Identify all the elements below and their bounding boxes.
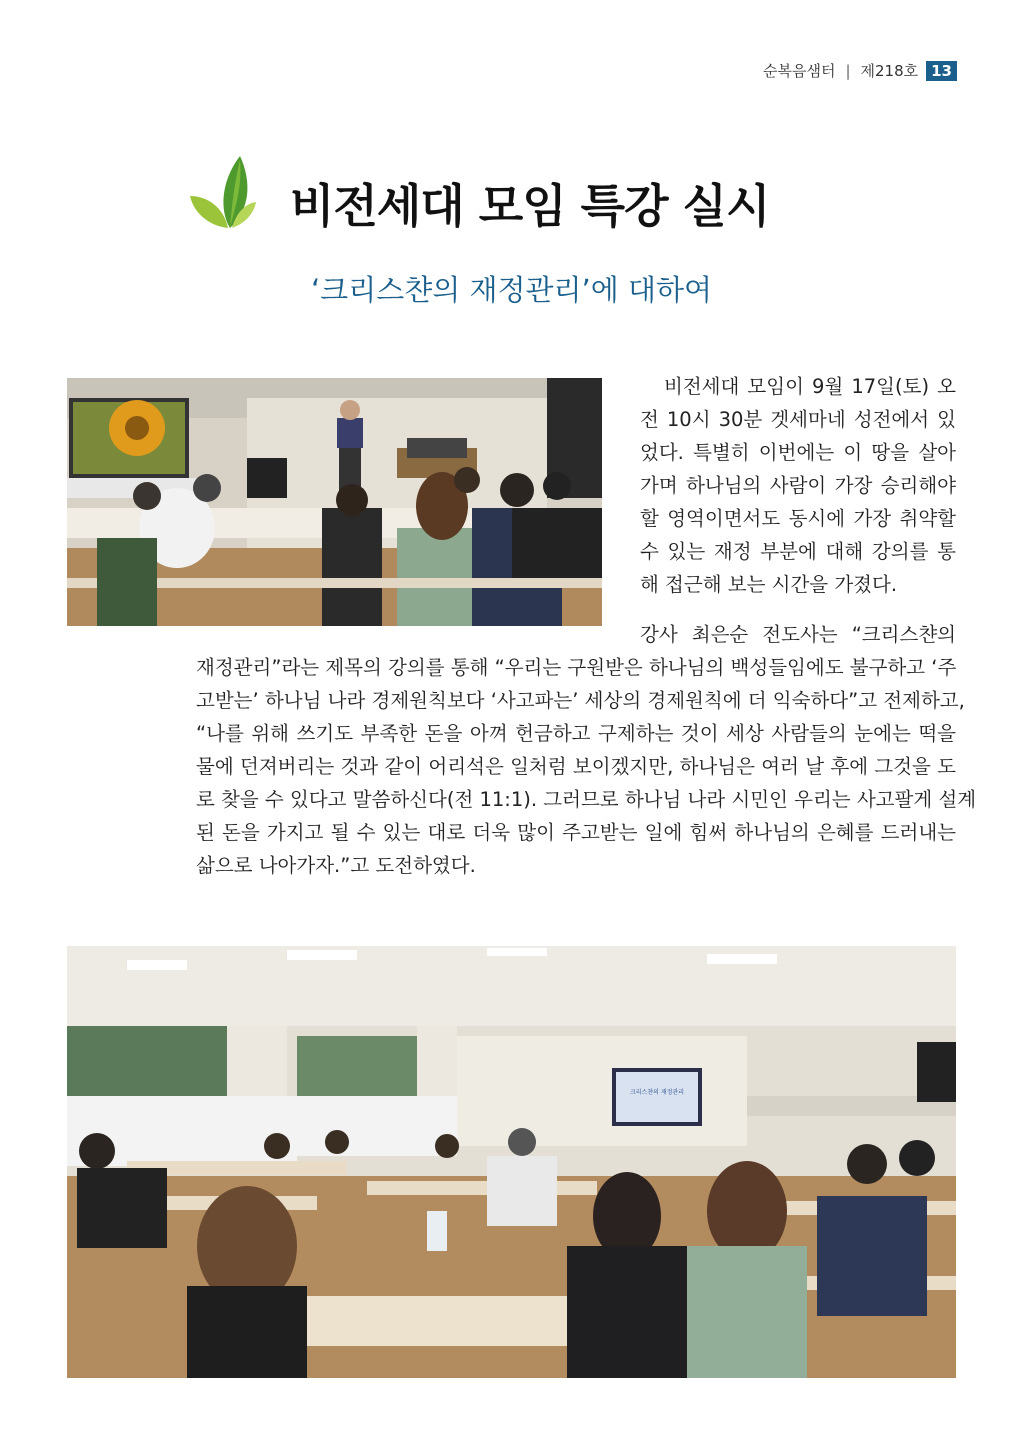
paragraph-line: 할 영역이면서도 동시에 가장 취약할 bbox=[640, 507, 956, 530]
paragraph-line: “나를 위해 쓰기도 부족한 돈을 아껴 헌금하고 구제하는 것이 세상 사람들의 눈에는 떡을 bbox=[196, 722, 956, 745]
lecture-photo-room bbox=[67, 946, 956, 1378]
page-number-badge: 13 bbox=[926, 61, 957, 81]
paragraph-line: 로 찾을 수 있다고 말씀하신다(전 11:1). 그러므로 하나님 나라 시민인 우리는 사고팔게 설계 bbox=[196, 788, 977, 811]
paragraph-line: 삶으로 나아가자.”고 도전하였다. bbox=[196, 854, 476, 877]
leaf-icon bbox=[190, 152, 256, 228]
projector-screen-text: 크리스챤의 재정관리 bbox=[629, 1089, 685, 1096]
article-subtitle: ‘크리스챤의 재정관리’에 대하여 bbox=[310, 273, 713, 307]
header-separator: | bbox=[845, 61, 851, 80]
paragraph-line: 물에 던져버리는 것과 같이 어리석은 일처럼 보이겠지만, 하나님은 여러 날 후에 그것을 도 bbox=[196, 755, 956, 778]
paragraph-line: 수 있는 재정 부분에 대해 강의를 통 bbox=[640, 540, 956, 563]
paragraph-line: 었다. 특별히 이번에는 이 땅을 살아 bbox=[640, 441, 956, 464]
issue-number: 제218호 bbox=[860, 62, 919, 80]
lecture-photo-speaker bbox=[67, 378, 602, 626]
publication-name: 순복음샘터 bbox=[762, 62, 836, 80]
page-header bbox=[763, 60, 957, 81]
paragraph-line: 된 돈을 가지고 될 수 있는 대로 더욱 많이 주고받는 일에 힘써 하나님의 은혜를 드러내는 bbox=[196, 821, 956, 844]
paragraph-line: 전 10시 30분 겟세마네 성전에서 있 bbox=[640, 408, 956, 431]
paragraph-line: 고받는’ 하나님 나라 경제원칙보다 ‘사고파는’ 세상의 경제원칙에 더 익숙하다”고 전제하고, bbox=[196, 689, 965, 712]
article-paragraph-1 bbox=[640, 370, 956, 601]
paragraph-line: 강사 최은순 전도사는 “크리스챤의 bbox=[640, 623, 956, 646]
paragraph-line: 가며 하나님의 사람이 가장 승리해야 bbox=[640, 474, 956, 497]
paragraph-line: 재정관리”라는 제목의 강의를 통해 “우리는 구원받은 하나님의 백성들임에도 불구하고 ‘주 bbox=[196, 656, 957, 679]
article-paragraph-2 bbox=[196, 618, 977, 882]
paragraph-line: 비전세대 모임이 9월 17일(토) 오 bbox=[664, 375, 956, 398]
paragraph-line: 해 접근해 보는 시간을 가졌다. bbox=[640, 573, 898, 596]
article-title: 비전세대 모임 특강 실시 bbox=[290, 179, 770, 233]
